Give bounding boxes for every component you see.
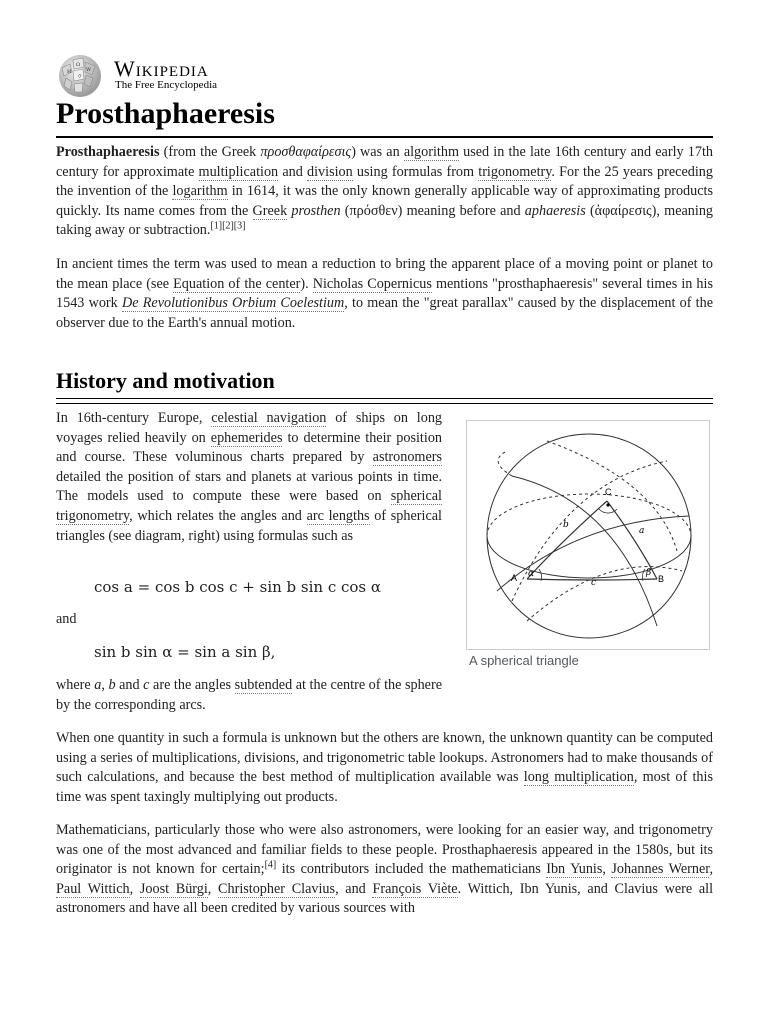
link-copernicus[interactable]: Nicholas Copernicus (312, 275, 432, 292)
spherical-triangle-diagram (467, 421, 709, 649)
history-paragraph-4: Mathematicians, particularly those who were also astronomers, were looking for an easier way, and trigonometry was one of the most advanced and familiar fields to these people. Prosthaphaeresis appeared in the 1580s, but its originator is not known for certain;[4] its contributors included the mathematicians Ibn Yunis, Johannes Werner, Paul Wittich, Joost Bürgi, Christopher Clavius, and François Viète. Wittich, Ibn Yunis, and Clavius were all astronomers and have all been credited by various sources with (56, 822, 714, 917)
side-label-b: b (563, 520, 569, 530)
link-trigonometry[interactable]: trigonometry (478, 163, 552, 180)
link-ibn-yunis[interactable]: Ibn Yunis (546, 861, 603, 878)
link-de-revolutionibus[interactable]: De Revolutionibus Orbium Coelestium (121, 295, 345, 312)
link-christopher-clavius[interactable]: Christopher Clavius (218, 880, 336, 897)
conjunction-and: and (56, 611, 77, 627)
angle-label-beta: β (646, 568, 652, 578)
intro-paragraph-1: Prosthaphaeresis (from the Greek προσθαφαίρεσις) was an algorithm used in the late 16th century and early 17th century for approximate multiplication and division using formulas from trigonometry. For the 25 years preceding the invention of the logarithm in 1614, it was the only known generally applicable way of approximating products quickly. Its name comes from the Greek prosthen (πρόσθεν) meaning before and aphaeresis (ἀφαίρεσις), meaning taking away or subtraction.[1][2][3] (56, 144, 714, 239)
link-logarithm[interactable]: logarithm (172, 183, 228, 200)
spherical-triangle-figure[interactable] (466, 420, 710, 650)
vertex-label-c-upper: C (605, 487, 612, 497)
link-algorithm[interactable]: algorithm (403, 144, 459, 160)
svg-text:W: W (86, 67, 92, 73)
svg-text:Ω: Ω (76, 62, 81, 68)
formula-cosine-rule: cos a = cos b cos c + sin b sin c cos α (94, 578, 382, 596)
link-spherical-trigonometry[interactable]: spherical trigonometry (56, 488, 442, 524)
link-joost-burgi[interactable]: Joost Bürgi (139, 880, 208, 897)
link-subtended[interactable]: subtended (234, 677, 293, 693)
link-multiplication[interactable]: multiplication (198, 163, 279, 180)
history-paragraph-3: When one quantity in such a formula is unknown but the others are known, the unknown quantity can be computed using a series of multiplications, divisions, and trigonometric table lookups. Astronomers had to make thousands of such calculations, and because the best method of multiplication available was long multiplication, most of this time was spent taxingly multiplying out products. (56, 730, 713, 805)
angle-label-alpha: α (528, 569, 535, 579)
link-long-multiplication[interactable]: long multiplication (523, 769, 634, 786)
svg-text:И: И (67, 69, 72, 75)
formula-sine-rule: sin b sin α = sin a sin β, (94, 643, 276, 661)
vertex-label-b-upper: B (658, 574, 665, 584)
link-division[interactable]: division (307, 163, 353, 180)
intro-paragraph-2: In ancient times the term was used to mean a reduction to bring the apparent place of a moving point or planet to the mean place (see Equation of the center). Nicholas Copernicus mentions "prosthaphaeresis" several times in his 1543 work De Revolutionibus Orbium Coelestium, to mean the "great parallax" caused by the displacement of the observer due to the Earth's annual motion. (56, 256, 713, 331)
side-label-c: c (591, 578, 597, 588)
svg-text:ウ: ウ (77, 74, 83, 80)
link-equation-of-center[interactable]: Equation of the center (173, 275, 301, 292)
link-ephemerides[interactable]: ephemerides (210, 429, 283, 446)
history-paragraph-1: In 16th-century Europe, celestial navigation of ships on long voyages relied heavily on ephemerides to determine their position and course. These voluminous charts prepared by astronomers detailed the position of stars and planets at various points in time. The models used to compute these were based on spherical trigonometry, which relates the angles and arc lengths of spherical triangles (see diagram, right) using formulas such as (56, 410, 443, 544)
history-paragraph-2: where a, b and c are the angles subtended at the centre of the sphere by the corresponding arcs. (56, 677, 442, 713)
link-paul-wittich[interactable]: Paul Wittich (56, 880, 130, 897)
side-label-a: a (639, 526, 645, 536)
vertex-label-a-upper: A (511, 573, 518, 583)
link-astronomers[interactable]: astronomers (372, 449, 442, 466)
link-johannes-werner[interactable]: Johannes Werner (611, 861, 710, 878)
wikipedia-wordmark: Wikipedia (114, 56, 209, 81)
greek-term: προσθαφαίρεσις (260, 144, 352, 160)
reference-links[interactable]: [1][2][3] (210, 220, 246, 232)
section-heading-history: History and motivation (56, 366, 713, 399)
wikipedia-logo[interactable] (56, 54, 306, 98)
link-arc-lengths[interactable]: arc lengths (306, 507, 370, 524)
figure-caption: A spherical triangle (469, 653, 579, 668)
link-celestial-navigation[interactable]: celestial navigation (211, 410, 327, 426)
link-greek[interactable]: Greek (252, 202, 288, 219)
article-subject: Prosthaphaeresis (56, 144, 160, 160)
page-title: Prosthaphaeresis (56, 96, 713, 138)
wikipedia-globe-icon (56, 54, 104, 98)
wikipedia-tagline: The Free Encyclopedia (115, 79, 218, 91)
reference-link-4[interactable]: [4] (264, 859, 277, 871)
link-francois-viete[interactable]: François Viète (372, 880, 458, 897)
